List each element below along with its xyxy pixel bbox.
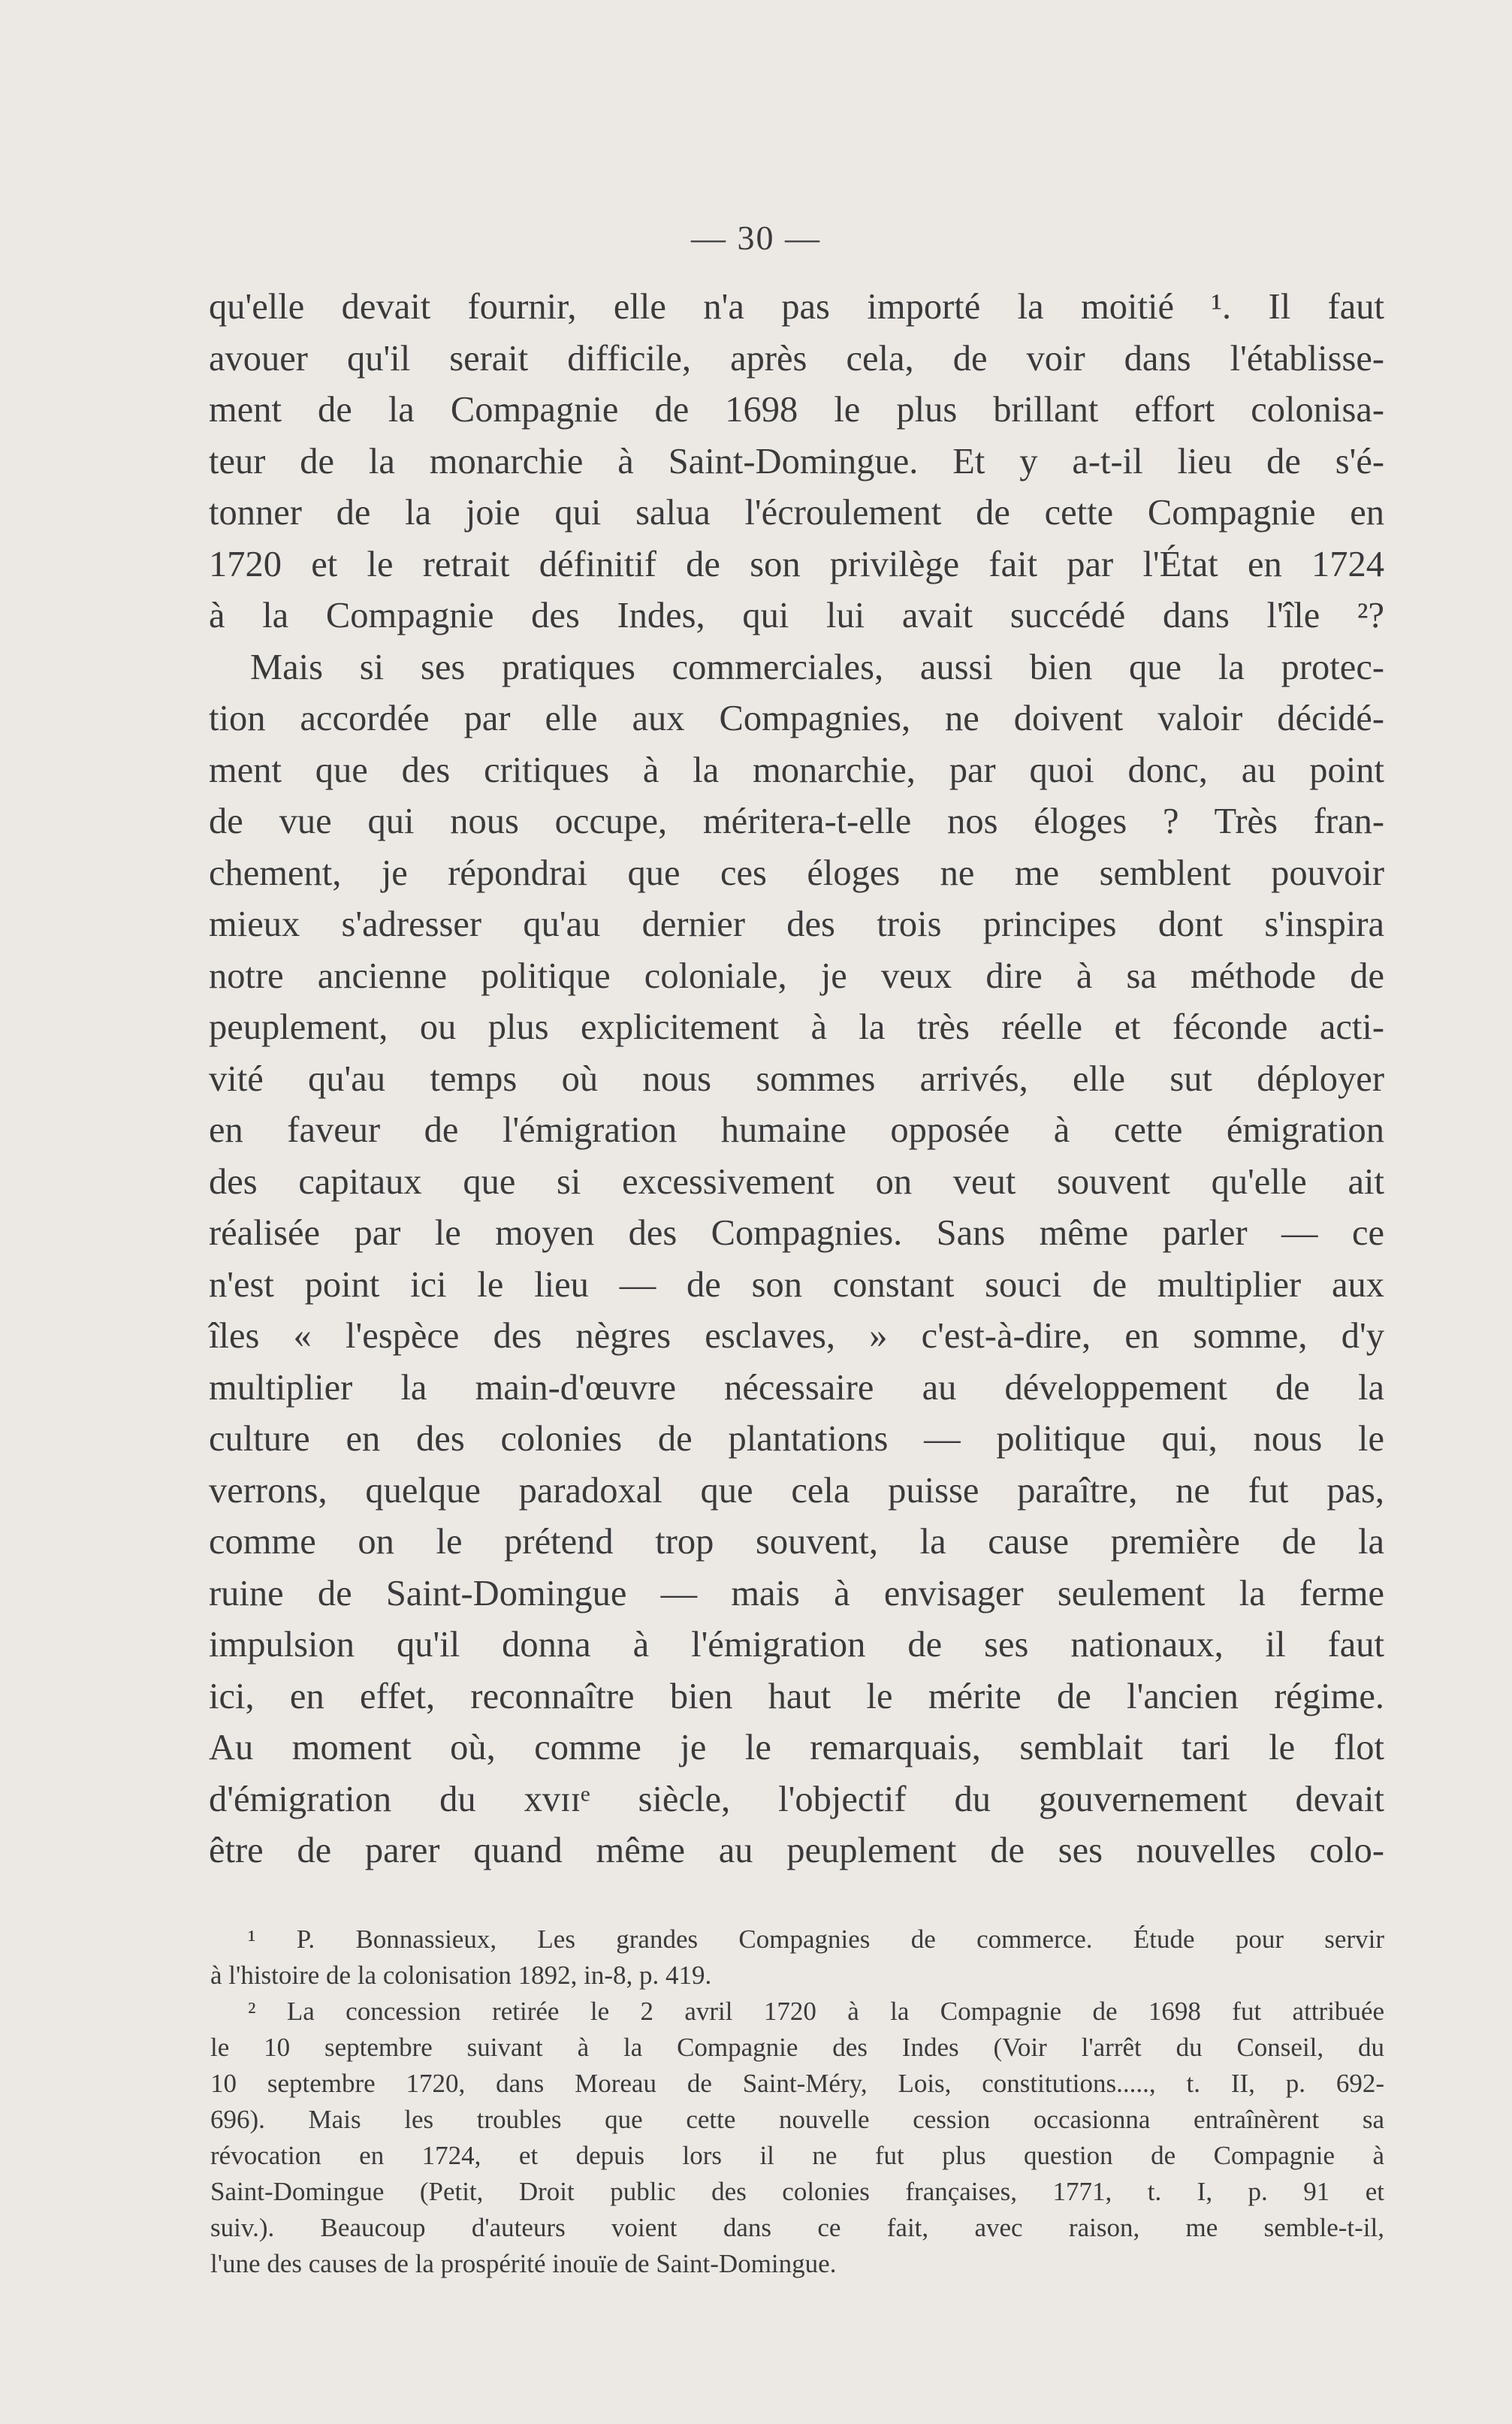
footnote-line: Saint-Domingue (Petit, Droit public des colonies françaises, 1771, t. I, p. 91 et: [210, 2177, 1384, 2206]
text-line: notre ancienne politique coloniale, je veux dire à sa méthode de: [209, 955, 1384, 996]
footnote-line: à l'histoire de la colonisation 1892, in-8, p. 419.: [210, 1961, 712, 1990]
text-line: être de parer quand même au peuplement de ses nouvelles colo-: [209, 1831, 1384, 1870]
text-line: Mais si ses pratiques commerciales, aussi bien que la protec-: [250, 647, 1384, 687]
text-line: culture en des colonies de plantations — politique qui, nous le: [209, 1419, 1384, 1459]
text-line: tonner de la joie qui salua l'écroulement de cette Compagnie en: [209, 493, 1384, 533]
text-line: teur de la monarchie à Saint-Domingue. Et y a-t-il lieu de s'é-: [209, 441, 1384, 481]
text-line: comme on le prétend trop souvent, la cause première de la: [209, 1522, 1384, 1562]
text-line: ruine de Saint-Domingue — mais à envisager seulement la ferme: [209, 1573, 1384, 1613]
text-line: ment de la Compagnie de 1698 le plus brillant effort colonisa-: [209, 390, 1384, 430]
footnotes: [210, 1921, 1384, 2282]
text-line: Au moment où, comme je le remarquais, semblait tari le flot: [209, 1728, 1384, 1767]
text-line: ment que des critiques à la monarchie, par quoi donc, au point: [209, 750, 1384, 790]
text-line: à la Compagnie des Indes, qui lui avait succédé dans l'île ²?: [209, 596, 1384, 635]
text-line: chement, je répondrai que ces éloges ne me semblent pouvoir: [209, 853, 1384, 893]
text-line: mieux s'adresser qu'au dernier des trois principes dont s'inspira: [209, 904, 1384, 944]
text-line: qu'elle devait fournir, elle n'a pas importé la moitié ¹. Il faut: [209, 287, 1384, 327]
text-line: d'émigration du xvɪɪᵉ siècle, l'objectif du gouvernement devait: [209, 1779, 1384, 1819]
text-line: verrons, quelque paradoxal que cela puisse paraître, ne fut pas,: [209, 1470, 1384, 1511]
text-line: peuplement, ou plus explicitement à la très réelle et féconde acti-: [209, 1007, 1384, 1047]
footnote-line: ¹ P. Bonnassieux, Les grandes Compagnies de commerce. Étude pour servir: [248, 1924, 1384, 1954]
footnote-line: suiv.). Beaucoup d'auteurs voient dans ce fait, avec raison, me semble-t-il,: [210, 2213, 1384, 2242]
text-line: 1720 et le retrait définitif de son privilège fait par l'État en 1724: [209, 544, 1384, 584]
text-line: avouer qu'il serait difficile, après cela, de voir dans l'établisse-: [209, 338, 1384, 379]
text-line: des capitaux que si excessivement on veut souvent qu'elle ait: [209, 1161, 1384, 1202]
text-line: ici, en effet, reconnaître bien haut le mérite de l'ancien régime.: [209, 1676, 1384, 1716]
main-text: [209, 282, 1384, 1877]
footnote-line: 10 septembre 1720, dans Moreau de Saint-Méry, Lois, constitutions....., t. II, p. 692-: [210, 2069, 1384, 2098]
page-number: — 30 —: [691, 219, 821, 257]
text-line: impulsion qu'il donna à l'émigration de ses nationaux, il faut: [209, 1625, 1384, 1665]
text-line: de vue qui nous occupe, méritera-t-elle nos éloges ? Très fran-: [209, 801, 1384, 841]
footnote-line: 696). Mais les troubles que cette nouvelle cession occasionna entraînèrent sa: [210, 2105, 1384, 2134]
text-line: vité qu'au temps où nous sommes arrivés, elle sut déployer: [209, 1058, 1384, 1099]
text-line: multiplier la main-d'œuvre nécessaire au développement de la: [209, 1367, 1384, 1408]
footnote-line: ² La concession retirée le 2 avril 1720 à la Compagnie de 1698 fut attribuée: [248, 1997, 1384, 2026]
footnote-line: l'une des causes de la prospérité inouïe de Saint-Domingue.: [210, 2249, 837, 2278]
footnote-line: révocation en 1724, et depuis lors il ne fut plus question de Compagnie à: [210, 2141, 1384, 2170]
text-line: en faveur de l'émigration humaine opposée à cette émigration: [209, 1110, 1384, 1150]
text-line: n'est point ici le lieu — de son constant souci de multiplier aux: [209, 1264, 1384, 1305]
text-line: îles « l'espèce des nègres esclaves, » c'est-à-dire, en somme, d'y: [209, 1316, 1384, 1356]
text-line: réalisée par le moyen des Compagnies. Sans même parler — ce: [209, 1213, 1384, 1253]
text-line: tion accordée par elle aux Compagnies, ne doivent valoir décidé-: [209, 699, 1384, 738]
footnote-line: le 10 septembre suivant à la Compagnie des Indes (Voir l'arrêt du Conseil, du: [210, 2033, 1384, 2062]
